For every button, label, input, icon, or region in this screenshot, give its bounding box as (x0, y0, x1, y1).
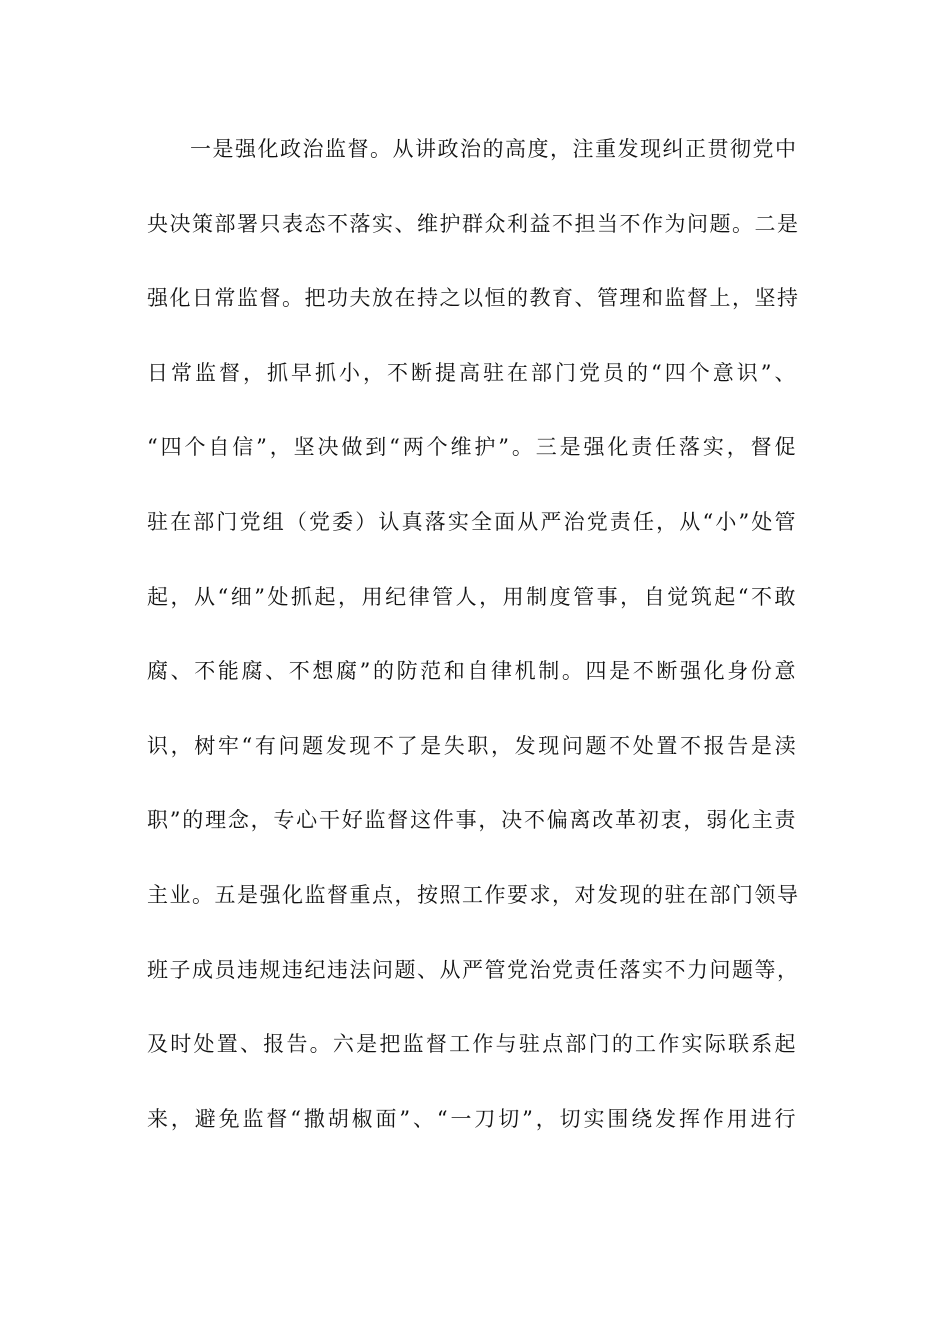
text-line: 央决策部署只表态不落实、维护群众利益不担当不作为问题。二是 (147, 211, 800, 236)
text-line: 职”的理念，专心干好监督这件事，决不偏离改革初衷，弱化主责 (147, 808, 797, 833)
text-line: “四个自信”，坚决做到“两个维护”。三是强化责任落实，督促 (147, 435, 797, 460)
text-line: 起，从“细”处抓起，用纪律管人，用制度管事，自觉筑起“不敢 (147, 584, 797, 609)
text-line: 日常监督，抓早抓小，不断提高驻在部门党员的“四个意识”、 (147, 360, 797, 385)
text-line: 强化日常监督。把功夫放在持之以恒的教育、管理和监督上，坚持 (147, 286, 800, 311)
text-line: 及时处置、报告。六是把监督工作与驻点部门的工作实际联系起 (147, 1032, 797, 1057)
body-paragraph (147, 128, 800, 1172)
text-line: 主业。五是强化监督重点，按照工作要求，对发现的驻在部门领导 (147, 882, 800, 907)
text-line: 来，避免监督“撒胡椒面”、“一刀切”，切实围绕发挥作用进行 (147, 1106, 797, 1131)
text-line: 驻在部门党组（党委）认真落实全面从严治党责任，从“小”处管 (147, 509, 797, 534)
text-line: 识，树牢“有问题发现不了是失职，发现问题不处置不报告是渎 (147, 733, 797, 758)
text-line: 腐、不能腐、不想腐”的防范和自律机制。四是不断强化身份意 (147, 659, 797, 684)
text-line: 班子成员违规违纪违法问题、从严管党治党责任落实不力问题等， (147, 957, 800, 982)
text-line: 一是强化政治监督。从讲政治的高度，注重发现纠正贯彻党中 (190, 137, 798, 161)
